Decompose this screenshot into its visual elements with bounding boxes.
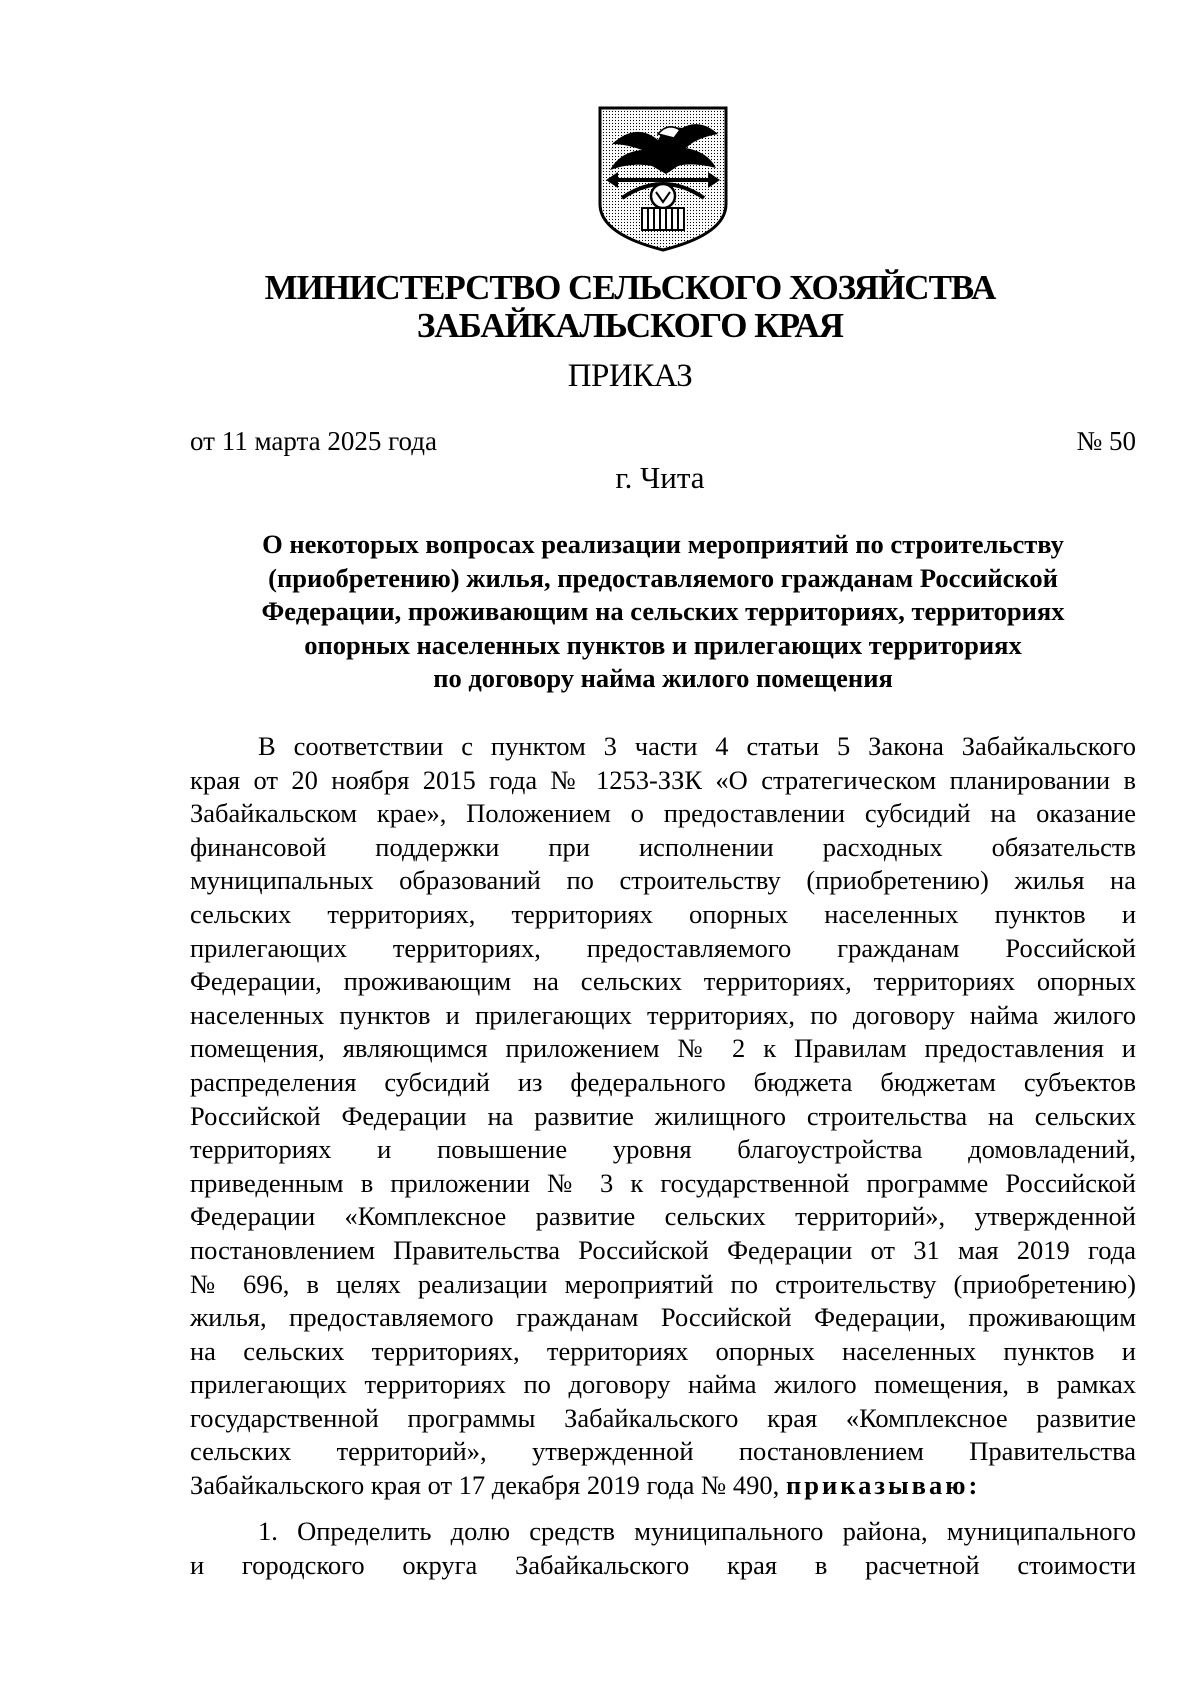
subject-line: по договору найма жилого помещения — [433, 663, 893, 693]
body-line: прилегающих территориях, предоставляемого гражданам Российской — [190, 932, 1136, 963]
body-line: сельских территорий», утвержденной постановлением Правительства — [190, 1436, 1136, 1467]
order-keyword: приказываю: — [785, 1470, 981, 1501]
body-line: государственной программы Забайкальского края «Комплексное развитие — [190, 1402, 1136, 1433]
order-number: № 50 — [1076, 426, 1136, 456]
ministry-name-line1: МИНИСТЕРСТВО СЕЛЬСКОГО ХОЗЯЙСТВА — [264, 268, 996, 307]
coat-of-arms-emblem — [596, 104, 730, 252]
body-line: Забайкальском крае», Положением о предоставлении субсидий на оказание — [190, 798, 1136, 829]
body-line-final — [190, 1469, 1136, 1503]
body-line: помещения, являющимся приложением № 2 к Правилам предоставления и — [190, 1033, 1136, 1064]
subject-line: О некоторых вопросах реализации мероприятий по строительству — [262, 529, 1064, 559]
item-line: 1. Определить долю средств муниципального района, муниципального — [258, 1516, 1136, 1546]
body-line: жилья, предоставляемого гражданам Российской Федерации, проживающим — [190, 1302, 1136, 1333]
body-line: финансовой поддержки при исполнении расходных обязательств — [190, 831, 1136, 862]
body-line: края от 20 ноября 2015 года № 1253-ЗЗК «О стратегическом планировании в — [190, 764, 1136, 795]
subject-line: опорных населенных пунктов и прилегающих территориях — [304, 629, 1022, 660]
subject-line: (приобретению) жилья, предоставляемого гражданам Российской — [268, 562, 1058, 593]
body-line: Федерации, проживающим на сельских территориях, территориях опорных — [190, 966, 1136, 997]
body-line: Российской Федерации на развитие жилищного строительства на сельских — [190, 1100, 1136, 1131]
preamble-paragraph — [190, 730, 1136, 1503]
body-line: на сельских территориях, территориях опорных населенных пунктов и — [190, 1335, 1136, 1366]
body-line: № 696, в целях реализации мероприятий по строительству (приобретению) — [190, 1268, 1136, 1299]
order-city: г. Чита — [615, 460, 705, 495]
body-line: Федерации «Комплексное развитие сельских территорий», утвержденной — [190, 1201, 1136, 1232]
body-line: муниципальных образований по строительству (приобретению) жилья на — [190, 865, 1136, 896]
body-line: сельских территориях, территориях опорных населенных пунктов и — [190, 898, 1136, 929]
body-line: территориях и повышение уровня благоустройства домовладений, — [190, 1134, 1136, 1165]
body-line: приведенным в приложении № 3 к государственной программе Российской — [190, 1167, 1136, 1198]
body-line: распределения субсидий из федерального бюджета бюджетам субъектов — [190, 1066, 1136, 1097]
body-line: постановлением Правительства Российской Федерации от 31 мая 2019 года — [190, 1234, 1136, 1265]
item-line: и городского округа Забайкальского края в расчетной стоимости — [190, 1550, 1136, 1580]
order-item-1 — [190, 1514, 1136, 1582]
body-line: прилегающих территориях по договору найма жилого помещения, в рамках — [190, 1369, 1136, 1400]
subject-line: Федерации, проживающим на сельских территориях, территориях — [261, 596, 1065, 626]
body-line: В соответствии с пунктом 3 части 4 статьи 5 Закона Забайкальского — [258, 731, 1136, 761]
body-line: населенных пунктов и прилегающих территориях, по договору найма жилого — [190, 999, 1136, 1030]
body-line-text: Забайкальского края от 17 декабря 2019 года № 490, — [190, 1470, 780, 1501]
order-subject — [190, 528, 1136, 696]
document-type: ПРИКАЗ — [567, 358, 693, 394]
ministry-name-line2: ЗАБАЙКАЛЬСКОГО КРАЯ — [416, 306, 844, 345]
order-date: от 11 марта 2025 года — [190, 426, 437, 456]
